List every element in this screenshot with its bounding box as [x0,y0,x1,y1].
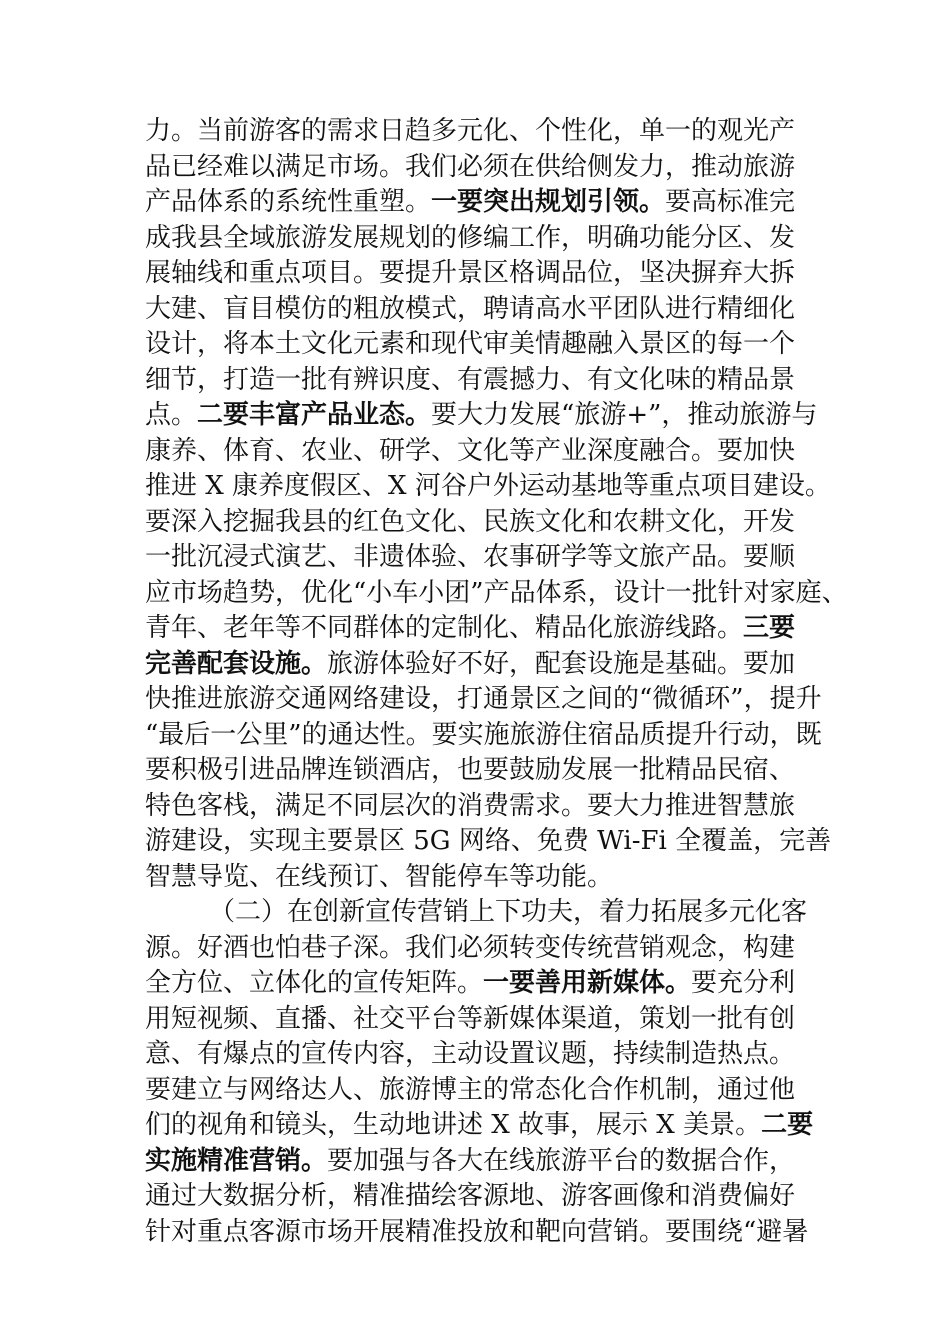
text-segment: 游建设，实现主要景区 5G 网络、免费 Wi-Fi 全覆盖，完善 [145,826,832,856]
text-segment: 成我县全域旅游发展规划的修编工作，明确功能分区、发 [145,222,796,253]
text-line [145,1144,825,1180]
bold-lead-phrase: 二要丰富产品业态。 [197,400,432,430]
text-segment: 们的视角和镜头，生动地讲述 X 故事，展示 X 美景。 [145,1110,762,1140]
text-line [145,611,825,647]
text-line [145,114,825,150]
text-segment: 旅游体验好不好，配套设施是基础。要加 [327,648,796,679]
text-segment: 意、有爆点的宣传内容，主动设置议题，持续制造热点。 [145,1039,796,1069]
text-segment: 要大力发展“旅游+”，推动旅游与 [431,400,818,430]
text-line [145,1073,825,1109]
text-segment: 设计，将本土文化元素和现代审美情趣融入景区的每一个 [145,329,796,359]
text-segment: “最后一公里”的通达性。要实施旅游住宿品质提升行动，既 [145,719,822,750]
text-segment: 细节，打造一批有辨识度、有震撼力、有文化味的精品景 [145,364,796,395]
text-segment: 展轴线和重点项目。要提升景区格调品位，坚决摒弃大拆 [145,258,796,288]
text-segment: 要高标准完 [665,187,796,217]
text-segment: 康养、体育、农业、研学、文化等产业深度融合。要加快 [145,435,796,466]
text-segment: 点。 [145,400,198,430]
text-segment: 大建、盲目模仿的粗放模式，聘请高水平团队进行精细化 [145,293,796,324]
document-body [145,114,848,1250]
text-segment: （二）在创新宣传营销上下功夫，着力拓展多元化客 [209,897,808,927]
bold-lead-phrase: 一要善用新媒体。 [483,968,692,998]
text-line [145,185,825,221]
text-line [145,256,825,292]
bold-lead-phrase: 实施精准营销。 [145,1145,328,1176]
text-line [145,789,825,825]
text-line [145,931,825,967]
text-segment: 特色客栈，满足不同层次的消费需求。要大力推进智慧旅 [145,790,796,821]
text-line [145,966,825,1002]
text-line [145,363,825,399]
text-segment: 智慧导览、在线预订、智能停车等功能。 [145,861,614,892]
bold-lead-phrase: 二要 [761,1110,814,1140]
text-line [145,540,825,576]
text-line [145,753,825,789]
bold-lead-phrase: 三要 [743,613,796,643]
bold-lead-phrase: 一要突出规划引领。 [431,187,666,217]
text-segment: 一批沉浸式演艺、非遗体验、农事研学等文旅产品。要顺 [145,542,796,572]
text-line [145,1002,825,1038]
text-line [145,647,825,683]
text-segment: 要建立与网络达人、旅游博主的常态化合作机制，通过他 [145,1074,796,1105]
text-line [145,1179,825,1215]
text-line [145,824,832,860]
text-segment: 全方位、立体化的宣传矩阵。 [145,968,484,998]
text-segment: 推进 X 康养度假区、X 河谷户外运动基地等重点项目建设。 [145,471,831,501]
text-line [145,576,848,612]
text-line [145,292,825,328]
text-line [145,718,825,754]
text-line [145,505,825,541]
text-segment: 用短视频、直播、社交平台等新媒体渠道，策划一批有创 [145,1003,796,1034]
text-line [145,682,825,718]
bold-lead-phrase: 完善配套设施。 [145,648,328,679]
text-segment: 要充分利 [691,968,796,998]
text-segment: 青年、老年等不同群体的定制化、精品化旅游线路。 [145,613,744,643]
text-line [145,1037,825,1073]
text-segment: 品已经难以满足市场。我们必须在供给侧发力，推动旅游 [145,151,796,182]
text-line [145,1215,825,1251]
text-line [145,221,825,257]
text-line [145,398,825,434]
text-segment: 力。当前游客的需求日趋多元化、个性化，单一的观光产 [145,116,796,146]
text-segment: 要积极引进品牌连锁酒店，也要鼓励发展一批精品民宿、 [145,755,796,785]
text-segment: 要深入挖掘我县的红色文化、民族文化和农耕文化，开发 [145,506,796,537]
paragraph-heading-line [145,895,825,931]
text-line [145,469,831,505]
text-segment: 应市场趋势，优化“小车小团”产品体系，设计一批针对家庭、 [145,577,848,608]
text-segment: 快推进旅游交通网络建设，打通景区之间的“微循环”，提升 [145,684,822,714]
text-segment: 要加强与各大在线旅游平台的数据合作， [327,1145,796,1176]
text-line [145,1108,825,1144]
text-line [145,327,825,363]
text-segment: 源。好酒也怕巷子深。我们必须转变传统营销观念，构建 [145,932,796,963]
text-segment: 通过大数据分析，精准描绘客源地、游客画像和消费偏好 [145,1181,796,1211]
text-line [145,150,825,186]
text-segment: 针对重点客源市场开展精准投放和靶向营销。要围绕“避暑 [145,1216,809,1247]
text-line [145,860,825,896]
text-line [145,434,825,470]
text-segment: 产品体系的系统性重塑。 [145,187,432,217]
